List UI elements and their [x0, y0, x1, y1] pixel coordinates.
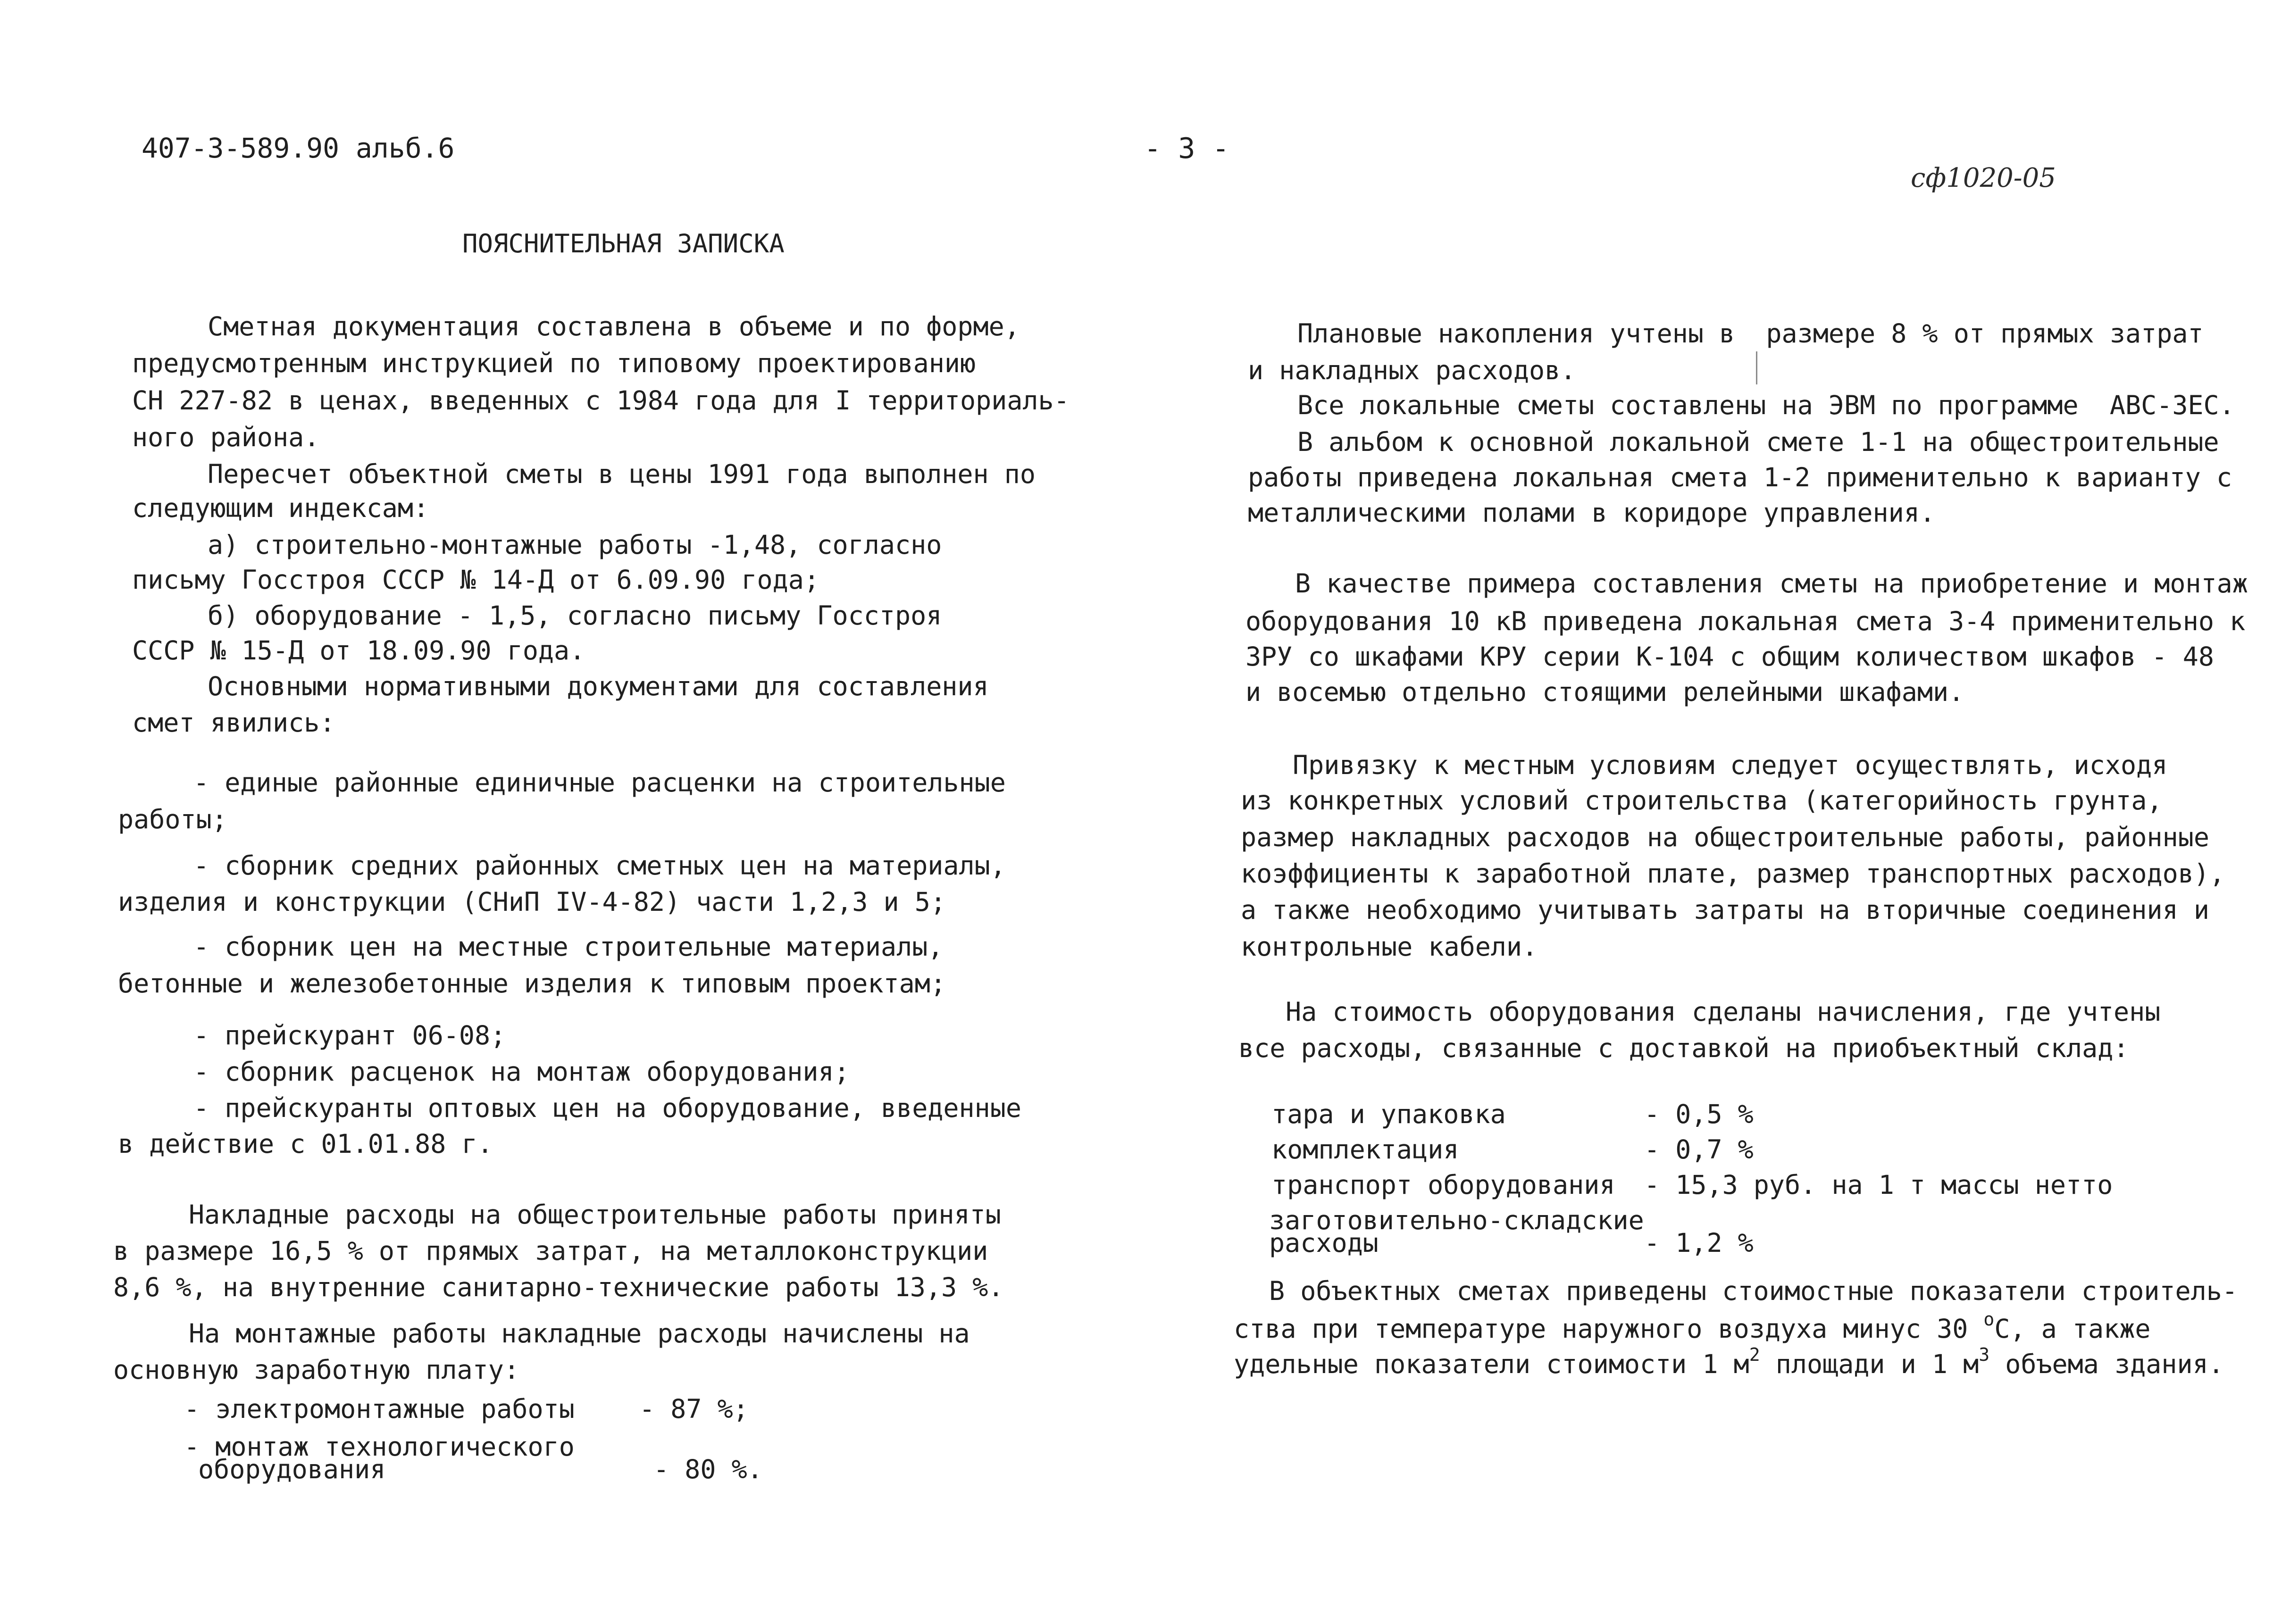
text-line: 8,6 %, на внутренние санитарно-технические работы 13,3 %. [113, 1272, 1004, 1302]
text-fragment: объема здания. [1989, 1349, 2224, 1379]
document-code: 407-3-589.90 альб.6 [142, 132, 455, 164]
list-item: - сборник средних районных сметных цен на материалы, [193, 850, 1006, 881]
cost-label: транспорт оборудования [1271, 1170, 1615, 1200]
text-line: работы приведена локальная смета 1-2 применительно к варианту с [1248, 462, 2232, 492]
text-line: СССР № 15-Д от 18.09.90 года. [132, 635, 585, 666]
text-line: размер накладных расходов на общестроительные работы, районные [1241, 822, 2209, 852]
page-title: ПОЯСНИТЕЛЬНАЯ ЗАПИСКА [462, 229, 785, 258]
text-line: основную заработную плату: [113, 1355, 519, 1385]
text-line: в размере 16,5 % от прямых затрат, на металлоконструкции [113, 1236, 988, 1266]
text-line: Пересчет объектной сметы в цены 1991 года выполнен по [208, 459, 1036, 489]
text-line: В качестве примера составления сметы на приобретение и монтаж [1295, 568, 2248, 599]
list-item: изделия и конструкции (СНиП IV-4-82) части 1,2,3 и 5; [118, 887, 946, 917]
text-line: б) оборудование - 1,5, согласно письму Госстроя [208, 600, 942, 631]
text-line: Плановые накопления учтены в размере 8 % от прямых затрат [1297, 318, 2204, 349]
text-line: письму Госстроя СССР № 14-Д от 6.09.90 года; [132, 565, 819, 595]
text-line: СН 227-82 в ценах, введенных с 1984 года для I территориаль- [132, 385, 1070, 416]
rate-value: - 87 %; [639, 1394, 749, 1424]
cost-value: - 1,2 % [1644, 1228, 1754, 1258]
text-fragment: удельные показатели стоимости 1 м [1234, 1349, 1749, 1379]
text-line: контрольные кабели. [1241, 932, 1538, 962]
text-line: Накладные расходы на общестроительные работы приняты [189, 1199, 1001, 1230]
text-line: все расходы, связанные с доставкой на приобъектный склад: [1238, 1033, 2129, 1063]
text-line: ного района. [132, 422, 320, 452]
cost-label: комплектация [1271, 1134, 1459, 1165]
rate-label: - монтаж технологического [184, 1432, 575, 1462]
list-item: - сборник расценок на монтаж оборудования; [193, 1057, 850, 1087]
cost-value: - 0,7 % [1644, 1134, 1754, 1165]
text-line [1234, 1309, 2151, 1344]
list-item: бетонные и железобетонные изделия к типовым проектам; [118, 968, 946, 999]
text-line: Привязку к местным условиям следует осуществлять, исходя [1293, 750, 2168, 780]
text-line: Сметная документация составлена в объеме и по форме, [208, 311, 1020, 341]
text-line [1234, 1344, 2224, 1379]
text-line: металлическими полами в коридоре управления. [1248, 498, 1935, 528]
cost-label: тара и упаковка [1271, 1099, 1506, 1129]
cost-label: расходы [1269, 1228, 1379, 1258]
text-line: Основными нормативными документами для составления [208, 671, 989, 701]
text-line: На монтажные работы накладные расходы начислены на [189, 1318, 970, 1349]
text-line: На стоимость оборудования сделаны начисления, где учтены [1286, 997, 2161, 1027]
rate-value: - 80 %. [653, 1454, 763, 1484]
list-item: - прейскурант 06-08; [193, 1020, 506, 1050]
text-fragment: площади и 1 м [1760, 1349, 1979, 1379]
text-line: из конкретных условий строительства (категорийность грунта, [1241, 785, 2163, 816]
text-line: коэффициенты к заработной плате, размер транспортных расходов), [1241, 858, 2225, 889]
text-fragment: ства при температуре наружного воздуха минус 30 [1234, 1314, 1984, 1344]
cost-value: - 15,3 руб. на 1 т массы нетто [1644, 1170, 2113, 1200]
text-line: смет явились: [132, 708, 335, 738]
cube-superscript: 3 [1979, 1344, 1990, 1365]
list-item: в действие с 01.01.88 г. [118, 1129, 493, 1159]
list-item: - сборник цен на местные строительные материалы, [193, 932, 944, 962]
rate-label: оборудования [198, 1454, 386, 1484]
degree-superscript: o [1983, 1309, 1995, 1330]
text-line: В объектных сметах приведены стоимостные показатели строитель- [1269, 1276, 2238, 1306]
cost-value: - 0,5 % [1644, 1099, 1754, 1129]
text-line: ЗРУ со шкафами КРУ серии К-104 с общим количеством шкафов - 48 [1245, 641, 2214, 672]
page-number: - 3 - [1144, 132, 1229, 165]
text-fragment: С, а также [1994, 1314, 2151, 1344]
text-line: а) строительно-монтажные работы -1,48, согласно [208, 530, 942, 560]
text-line: предусмотренным инструкцией по типовому проектированию [132, 348, 976, 378]
text-line: оборудования 10 кВ приведена локальная смета 3-4 применительно к [1245, 606, 2246, 636]
cost-label: заготовительно-складские [1269, 1205, 1644, 1235]
handwritten-code: сф1020-05 [1911, 163, 2056, 193]
text-line: В альбом к основной локальной смете 1-1 на общестроительные [1297, 427, 2219, 457]
text-line: и накладных расходов. [1248, 355, 1576, 385]
list-item: - прейскуранты оптовых цен на оборудование, введенные [193, 1093, 1021, 1123]
rate-label: - электромонтажные работы [184, 1394, 575, 1424]
square-superscript: 2 [1749, 1344, 1760, 1365]
list-item: - единые районные единичные расценки на строительные [193, 767, 1006, 798]
list-item: работы; [118, 804, 227, 834]
text-line: и восемью отдельно стоящими релейными шкафами. [1245, 677, 1964, 707]
vertical-mark [1756, 351, 1757, 384]
text-line: следующим индексам: [132, 493, 429, 523]
text-line: Все локальные сметы составлены на ЭВМ по программе АВС-ЗЕС. [1297, 390, 2235, 420]
text-line: а также необходимо учитывать затраты на вторичные соединения и [1241, 895, 2209, 925]
